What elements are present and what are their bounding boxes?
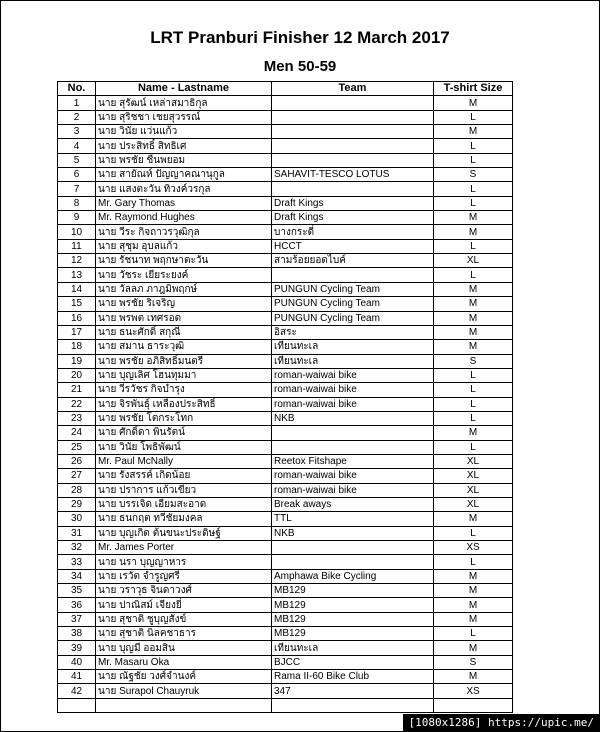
cell-no: 4 — [58, 139, 96, 153]
cell-no: 29 — [58, 497, 96, 511]
watermark: [1080x1286] https://upic.me/ — [403, 714, 600, 732]
cell-no: 27 — [58, 469, 96, 483]
cell-size: M — [434, 584, 513, 598]
cell-no: 22 — [58, 397, 96, 411]
table-row — [58, 469, 513, 483]
cell-size: M — [434, 297, 513, 311]
cell-size: L — [434, 268, 513, 282]
cell-name: นาย ธนกฤต ทวีชัยมงคล — [96, 512, 272, 526]
table-row — [58, 383, 513, 397]
cell-no: 28 — [58, 483, 96, 497]
table-row — [58, 483, 513, 497]
cell-team — [272, 110, 434, 124]
cell-team: สามร้อยยอดไบค์ — [272, 254, 434, 268]
table-row — [58, 497, 513, 511]
table-row — [58, 354, 513, 368]
cell-size: L — [434, 239, 513, 253]
cell-no: 42 — [58, 684, 96, 698]
table-row — [58, 670, 513, 684]
table-row — [58, 153, 513, 167]
cell-no: 19 — [58, 354, 96, 368]
cell-team: Draft Kings — [272, 211, 434, 225]
cell-size: M — [434, 426, 513, 440]
cell-team: PUNGUN Cycling Team — [272, 282, 434, 296]
cell-no: 11 — [58, 239, 96, 253]
cell-no: 7 — [58, 182, 96, 196]
cell-size: M — [434, 325, 513, 339]
cell-name: Mr. Masaru Oka — [96, 655, 272, 669]
cell-team: Draft Kings — [272, 196, 434, 210]
cell-name: นาย สายัณห์ ปัญญาคณานุกูล — [96, 168, 272, 182]
page-title: LRT Pranburi Finisher 12 March 2017 — [150, 28, 450, 47]
cell-size: XL — [434, 254, 513, 268]
cell-no: 33 — [58, 555, 96, 569]
table-row — [58, 397, 513, 411]
cell-team: MB129 — [272, 598, 434, 612]
cell-no: 1 — [58, 96, 96, 110]
cell-name: นาย แสงตะวัน ทิวงค์วรกุล — [96, 182, 272, 196]
cell-size: M — [434, 512, 513, 526]
cell-name: นาย สุชาติ ชูบุญสังข์ — [96, 612, 272, 626]
cell-name: นาย พรชัย ชื่นพยอม — [96, 153, 272, 167]
cell-no: 26 — [58, 454, 96, 468]
table-row — [58, 698, 513, 712]
cell-size: M — [434, 125, 513, 139]
table-row — [58, 239, 513, 253]
cell-size: S — [434, 354, 513, 368]
cell-team: Amphawa Bike Cycling — [272, 569, 434, 583]
cell-no: 13 — [58, 268, 96, 282]
cell-size: XL — [434, 454, 513, 468]
cell-size: M — [434, 569, 513, 583]
cell-name: นาย บรรเจิด เอี่ยมสะอาด — [96, 497, 272, 511]
cell-team: roman-waiwai bike — [272, 368, 434, 382]
cell-name: นาย รัชนาท พฤกษาตะวัน — [96, 254, 272, 268]
table-row — [58, 584, 513, 598]
cell-no: 10 — [58, 225, 96, 239]
cell-team — [272, 426, 434, 440]
table-row — [58, 555, 513, 569]
cell-name: นาย สุชุม อุบลแก้ว — [96, 239, 272, 253]
cell-size: L — [434, 368, 513, 382]
cell-size: L — [434, 397, 513, 411]
cell-name: นาย วัชระ เยียระยงค์ — [96, 268, 272, 282]
cell-team: Rama II-60 Bike Club — [272, 670, 434, 684]
cell-name: นาย ศักดิ์ดา พินรัตน์ — [96, 426, 272, 440]
cell-size: L — [434, 440, 513, 454]
cell-no: 15 — [58, 297, 96, 311]
cell-size: M — [434, 340, 513, 354]
cell-no: 21 — [58, 383, 96, 397]
cell-no: 2 — [58, 110, 96, 124]
cell-team: SAHAVIT-TESCO LOTUS — [272, 168, 434, 182]
cell-team: MB129 — [272, 584, 434, 598]
cell-team: เทียนทะเล — [272, 340, 434, 354]
table-row — [58, 627, 513, 641]
cell-no: 40 — [58, 655, 96, 669]
cell-team: เทียนทะเล — [272, 641, 434, 655]
cell-name: นาย วินัย แว่นแก้ว — [96, 125, 272, 139]
table-row — [58, 454, 513, 468]
table-row — [58, 268, 513, 282]
cell-no: 23 — [58, 411, 96, 425]
cell-team: roman-waiwai bike — [272, 397, 434, 411]
cell-team — [272, 125, 434, 139]
cell-size: S — [434, 168, 513, 182]
cell-name: นาย ธนะศักดิ์ สกุณี — [96, 325, 272, 339]
table-row — [58, 297, 513, 311]
cell-name: นาย บุญเกิด ต้นขนะประดิษฐ์ — [96, 526, 272, 540]
cell-size: XS — [434, 684, 513, 698]
table-row — [58, 426, 513, 440]
cell-no: 18 — [58, 340, 96, 354]
cell-size: L — [434, 526, 513, 540]
cell-team: PUNGUN Cycling Team — [272, 311, 434, 325]
cell-name: นาย พรพต เทศรอด — [96, 311, 272, 325]
table-header-row — [58, 82, 513, 96]
cell-name: นาย สุชาติ นิลคชาธาร — [96, 627, 272, 641]
table-row — [58, 340, 513, 354]
cell-team: roman-waiwai bike — [272, 469, 434, 483]
cell-team: MB129 — [272, 627, 434, 641]
cell-team: 347 — [272, 684, 434, 698]
cell-name: นาย สมาน ธาระวุฒิ — [96, 340, 272, 354]
cell-name: นาย ปราการ แก้วเขียว — [96, 483, 272, 497]
cell-no: 12 — [58, 254, 96, 268]
cell-team — [272, 541, 434, 555]
cell-team: BJCC — [272, 655, 434, 669]
table-row — [58, 311, 513, 325]
cell-name: นาย วีระ กิจถาวรวุฒิกุล — [96, 225, 272, 239]
cell-no: 5 — [58, 153, 96, 167]
cell-size: L — [434, 555, 513, 569]
cell-team: Break aways — [272, 497, 434, 511]
cell-size: M — [434, 598, 513, 612]
table-row — [58, 512, 513, 526]
cell-team — [272, 698, 434, 712]
cell-name: นาย บุญเลิศ โฮนทุมมา — [96, 368, 272, 382]
cell-team: NKB — [272, 526, 434, 540]
cell-team: TTL — [272, 512, 434, 526]
table-row — [58, 641, 513, 655]
cell-team: MB129 — [272, 612, 434, 626]
cell-team: NKB — [272, 411, 434, 425]
cell-no: 9 — [58, 211, 96, 225]
cell-size: M — [434, 282, 513, 296]
cell-size: L — [434, 411, 513, 425]
table-row — [58, 526, 513, 540]
cell-name: นาย Surapol Chauyruk — [96, 684, 272, 698]
cell-name: นาย บุญมี ออมสิน — [96, 641, 272, 655]
cell-no: 37 — [58, 612, 96, 626]
cell-name: Mr. Paul McNally — [96, 454, 272, 468]
cell-name: นาย ประสิทธิ์ สิทธิเศ — [96, 139, 272, 153]
cell-name: นาย นรา บุญญาหาร — [96, 555, 272, 569]
cell-no: 24 — [58, 426, 96, 440]
cell-size: L — [434, 139, 513, 153]
cell-name: นาย วัลลภ ภาฎมิพฤกษ์ — [96, 282, 272, 296]
table-row — [58, 684, 513, 698]
cell-no: 38 — [58, 627, 96, 641]
cell-size: XL — [434, 483, 513, 497]
table-row — [58, 196, 513, 210]
table-row — [58, 411, 513, 425]
table-row — [58, 211, 513, 225]
cell-team: roman-waiwai bike — [272, 383, 434, 397]
cell-size: L — [434, 153, 513, 167]
table-row — [58, 96, 513, 110]
cell-team — [272, 139, 434, 153]
cell-name: Mr. Raymond Hughes — [96, 211, 272, 225]
cell-size: S — [434, 655, 513, 669]
cell-team — [272, 182, 434, 196]
cell-team — [272, 440, 434, 454]
cell-team: PUNGUN Cycling Team — [272, 297, 434, 311]
table-row — [58, 225, 513, 239]
cell-name: นาย สุริชชา เชยสุวรรณ์ — [96, 110, 272, 124]
table-body — [58, 96, 513, 713]
cell-no: 30 — [58, 512, 96, 526]
cell-name: นาย พรชัย โตกระโทก — [96, 411, 272, 425]
cell-name: นาย วราวุธ จินดาวงศ์ — [96, 584, 272, 598]
cell-team — [272, 268, 434, 282]
cell-team: roman-waiwai bike — [272, 483, 434, 497]
column-header-name: Name - Lastname — [96, 82, 272, 96]
cell-name: นาย วินัย โพธิพัฒน์ — [96, 440, 272, 454]
cell-no: 34 — [58, 569, 96, 583]
cell-name: นาย จิรพันธุ์ เหลืองประสิทธิ์ — [96, 397, 272, 411]
cell-no: 31 — [58, 526, 96, 540]
category-subtitle: Men 50-59 — [263, 58, 337, 75]
cell-name: นาย พรชัย ริเจริญ — [96, 297, 272, 311]
table-row — [58, 182, 513, 196]
cell-no: 3 — [58, 125, 96, 139]
cell-no: 14 — [58, 282, 96, 296]
table-row — [58, 612, 513, 626]
cell-no: 41 — [58, 670, 96, 684]
cell-no: 25 — [58, 440, 96, 454]
cell-size: L — [434, 383, 513, 397]
cell-size: XS — [434, 541, 513, 555]
table-row — [58, 110, 513, 124]
cell-no: 20 — [58, 368, 96, 382]
table-row — [58, 282, 513, 296]
cell-size: XL — [434, 469, 513, 483]
cell-size: M — [434, 211, 513, 225]
cell-team — [272, 96, 434, 110]
cell-name: นาย เรวัต จำรูญศรี — [96, 569, 272, 583]
column-header-size: T-shirt Size — [434, 82, 513, 96]
finisher-table — [57, 81, 513, 713]
table-row — [58, 569, 513, 583]
cell-no: 36 — [58, 598, 96, 612]
cell-team: บางกระดี่ — [272, 225, 434, 239]
cell-no: 8 — [58, 196, 96, 210]
cell-no — [58, 698, 96, 712]
cell-team — [272, 555, 434, 569]
table-row — [58, 125, 513, 139]
cell-name: Mr. Gary Thomas — [96, 196, 272, 210]
cell-name: นาย วีรวัชร กิจบำรุง — [96, 383, 272, 397]
cell-team: HCCT — [272, 239, 434, 253]
table-row — [58, 440, 513, 454]
cell-size — [434, 698, 513, 712]
cell-size: M — [434, 311, 513, 325]
cell-name: นาย สุรัฒน์ เหล่าสมาธิกุล — [96, 96, 272, 110]
cell-no: 6 — [58, 168, 96, 182]
cell-name: นาย ณัฐชัย วงศ์จำนงค์ — [96, 670, 272, 684]
cell-size: M — [434, 670, 513, 684]
cell-name: Mr. James Porter — [96, 541, 272, 555]
cell-team — [272, 153, 434, 167]
table-row — [58, 655, 513, 669]
table-row — [58, 325, 513, 339]
table-row — [58, 368, 513, 382]
cell-size: L — [434, 627, 513, 641]
table-row — [58, 541, 513, 555]
cell-team: อิสระ — [272, 325, 434, 339]
cell-size: M — [434, 96, 513, 110]
cell-size: M — [434, 225, 513, 239]
cell-size: M — [434, 612, 513, 626]
cell-no: 39 — [58, 641, 96, 655]
cell-size: XL — [434, 497, 513, 511]
column-header-no: No. — [58, 82, 96, 96]
cell-size: L — [434, 196, 513, 210]
table-row — [58, 598, 513, 612]
cell-name — [96, 698, 272, 712]
cell-no: 16 — [58, 311, 96, 325]
cell-no: 35 — [58, 584, 96, 598]
table-row — [58, 139, 513, 153]
cell-team: เทียนทะเล — [272, 354, 434, 368]
cell-name: นาย ปาณิสม์ เจียงยี่ — [96, 598, 272, 612]
cell-no: 17 — [58, 325, 96, 339]
cell-size: M — [434, 641, 513, 655]
cell-name: นาย รังสรรค์ เกิดน้อย — [96, 469, 272, 483]
cell-size: L — [434, 110, 513, 124]
column-header-team: Team — [272, 82, 434, 96]
cell-no: 32 — [58, 541, 96, 555]
cell-team: Reetox Fitshape — [272, 454, 434, 468]
cell-size: L — [434, 182, 513, 196]
table-row — [58, 254, 513, 268]
table-row — [58, 168, 513, 182]
cell-name: นาย พรชัย อภิสิทธิ์มนตรี — [96, 354, 272, 368]
